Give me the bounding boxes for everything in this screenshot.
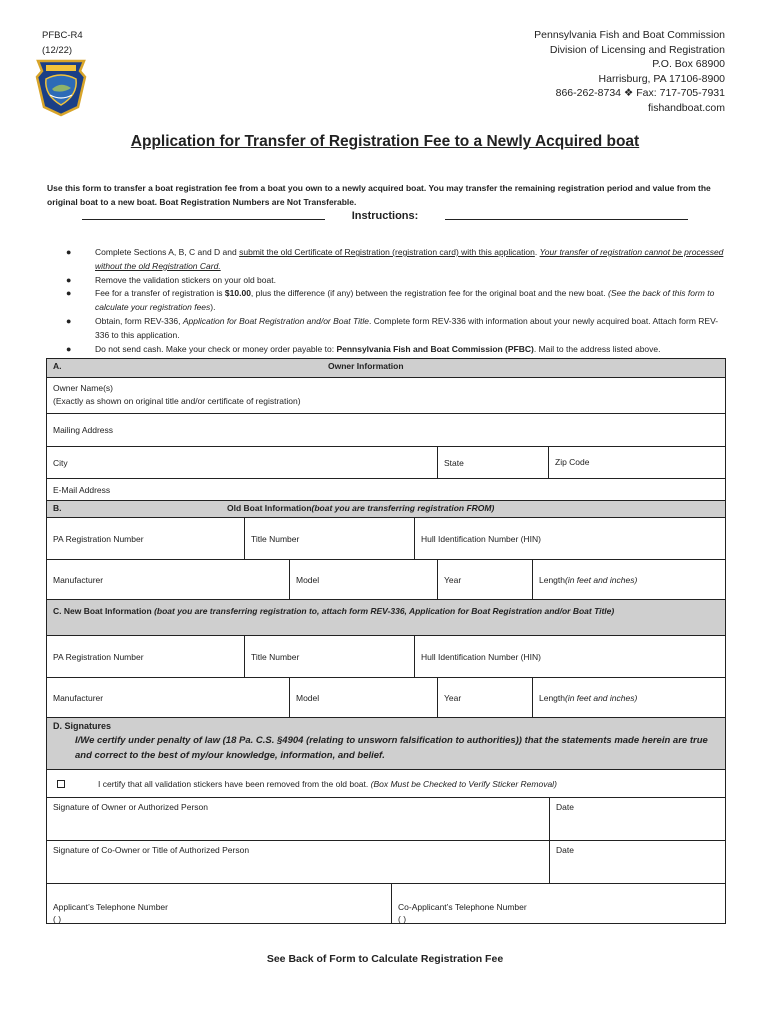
mailing-address-label: Mailing Address	[53, 425, 114, 435]
new-year-label: Year	[444, 692, 462, 703]
owner-name-label: Owner Name(s)	[53, 383, 113, 393]
new-pa-registration-field[interactable]	[47, 636, 245, 677]
agency-po-box: P.O. Box 68900	[652, 58, 725, 70]
new-length-field[interactable]	[533, 678, 725, 717]
coowner-date-label: Date	[556, 845, 574, 855]
pfbc-keystone-logo	[34, 59, 88, 117]
coapplicant-phone-field[interactable]	[392, 884, 725, 923]
new-length-label: Length	[539, 692, 565, 703]
owner-name-note: (Exactly as shown on original title and/or certificate of registration)	[53, 396, 301, 406]
sticker-removal-checkbox[interactable]	[57, 780, 65, 788]
old-hin-label: Hull Identification Number (HIN)	[421, 533, 541, 544]
coapplicant-phone-area-code: ( )	[398, 914, 407, 924]
list-item: ● Complete Sections A, B, C and D and submit the old Certificate of Registration (registration card) with this application. Your transfer of registration cannot be processed without the old Registration Card.	[66, 246, 726, 274]
sticker-certification-row	[46, 770, 726, 798]
new-boat-row-1	[46, 636, 726, 678]
section-b-subtitle: (boat you are transferring registration FROM)	[311, 503, 495, 513]
old-year-label: Year	[444, 574, 462, 585]
section-d-header	[46, 718, 726, 770]
section-c-title: C. New Boat Information	[53, 606, 155, 616]
divider-right	[445, 219, 688, 220]
old-length-label: Length	[539, 574, 565, 585]
agency-website: fishandboat.com	[647, 101, 725, 114]
new-hin-label: Hull Identification Number (HIN)	[421, 651, 541, 662]
instructions-heading	[0, 210, 770, 224]
instructions-list	[66, 246, 726, 356]
certification-statement: I/We certify under penalty of law (18 Pa. C.S. §4904 (relating to unsworn falsification to authorities)) that the statements made herein are true and correct to the best of my/our knowledge, information, and belief.	[75, 735, 708, 761]
section-c-subtitle: (boat you are transferring registration to, attach form REV-336, Application for Boat Registration and/or Boat Title)	[154, 606, 615, 616]
section-a-title: Owner Information	[328, 361, 404, 371]
old-title-number-field[interactable]	[245, 518, 415, 559]
old-pa-registration-field[interactable]	[47, 518, 245, 559]
new-title-number-field[interactable]	[245, 636, 415, 677]
section-a-header	[46, 358, 726, 378]
zip-field[interactable]	[549, 447, 725, 478]
old-year-field[interactable]	[438, 560, 533, 599]
zip-label: Zip Code	[555, 457, 590, 467]
old-hin-field[interactable]	[415, 518, 725, 559]
owner-signature-row	[46, 798, 726, 841]
mailing-address-field[interactable]	[46, 414, 726, 447]
new-hin-field[interactable]	[415, 636, 725, 677]
coowner-signature-date-field[interactable]	[550, 841, 725, 883]
form-title: Application for Transfer of Registration Fee to a Newly Acquired boat	[130, 133, 640, 150]
agency-division: Division of Licensing and Registration	[549, 43, 725, 56]
old-title-number-label: Title Number	[251, 533, 300, 544]
new-model-field[interactable]	[290, 678, 438, 717]
instructions-label: Instructions:	[351, 210, 419, 222]
sticker-certification-note: (Box Must be Checked to Verify Sticker Removal)	[370, 778, 557, 789]
old-boat-row-2	[46, 560, 726, 600]
form-date: (12/22)	[42, 45, 73, 56]
email-label: E-Mail Address	[53, 485, 111, 495]
old-length-note: (in feet and inches)	[565, 574, 638, 585]
owner-signature-field[interactable]	[47, 798, 550, 840]
new-pa-registration-label: PA Registration Number	[53, 651, 144, 662]
new-model-label: Model	[296, 692, 320, 703]
agency-city: Harrisburg, PA 17106-8900	[598, 72, 725, 85]
new-boat-row-2	[46, 678, 726, 718]
city-state-zip-row	[46, 447, 726, 479]
list-item: ● Fee for a transfer of registration is $10.00, plus the difference (if any) between the registration fee for the original boat and the new boat. (See the back of this form to calculate your registration fees).	[66, 287, 726, 315]
list-item: ● Obtain, form REV-336, Application for Boat Registration and/or Boat Title. Complete form REV-336 with information about your newly acquired boat. Attach form REV-336 to this application.	[66, 315, 726, 343]
email-field[interactable]	[46, 479, 726, 501]
old-manufacturer-label: Manufacturer	[53, 574, 104, 585]
old-length-field[interactable]	[533, 560, 725, 599]
state-label: State	[444, 457, 464, 468]
old-pa-registration-label: PA Registration Number	[53, 533, 144, 544]
coowner-signature-label: Signature of Co-Owner or Title of Authorized Person	[53, 845, 250, 855]
telephone-row	[46, 884, 726, 924]
old-boat-row-1	[46, 518, 726, 560]
section-c-header	[46, 600, 726, 636]
agency-address	[534, 28, 725, 115]
list-item: ● Remove the validation stickers on your old boat.	[66, 274, 726, 288]
state-field[interactable]	[438, 447, 549, 478]
list-item: ● Do not send cash. Make your check or money order payable to: Pennsylvania Fish and Boat Commission (PFBC). Mail to the address listed above.	[66, 343, 726, 357]
coapplicant-phone-label: Co-Applicant’s Telephone Number	[398, 902, 527, 912]
old-manufacturer-field[interactable]	[47, 560, 290, 599]
coowner-signature-field[interactable]	[47, 841, 550, 883]
form-code-block	[42, 28, 83, 58]
owner-signature-label: Signature of Owner or Authorized Person	[53, 802, 208, 812]
city-field[interactable]	[47, 447, 438, 478]
footer-note: See Back of Form to Calculate Registration Fee	[266, 953, 504, 965]
old-model-field[interactable]	[290, 560, 438, 599]
new-manufacturer-field[interactable]	[47, 678, 290, 717]
new-year-field[interactable]	[438, 678, 533, 717]
owner-name-field[interactable]	[46, 378, 726, 414]
section-d-title: D. Signatures	[53, 721, 112, 731]
section-b-header	[46, 501, 726, 518]
sticker-certification-text: I certify that all validation stickers have been removed from the old boat.	[98, 778, 371, 789]
agency-phone: 866-262-8734 ❖ Fax: 717-705-7931	[555, 87, 725, 99]
applicant-phone-field[interactable]	[47, 884, 392, 923]
new-length-note: (in feet and inches)	[565, 692, 638, 703]
application-form	[46, 358, 726, 924]
section-a-letter: A.	[53, 361, 62, 371]
new-title-number-label: Title Number	[251, 651, 300, 662]
section-b-letter: B.	[53, 503, 62, 513]
agency-name: Pennsylvania Fish and Boat Commission	[534, 29, 725, 41]
intro-text: Use this form to transfer a boat registration fee from a boat you own to a newly acquired boat. You may transfer the remaining registration period and value from the original boat to a new boat. Boat Registration Numbers are Not Transferable.	[47, 183, 711, 207]
applicant-phone-label: Applicant’s Telephone Number	[53, 902, 168, 912]
owner-date-label: Date	[556, 802, 574, 812]
section-b-title: Old Boat Information	[227, 503, 312, 513]
coowner-signature-row	[46, 841, 726, 884]
owner-signature-date-field[interactable]	[550, 798, 725, 840]
old-model-label: Model	[296, 574, 320, 585]
new-manufacturer-label: Manufacturer	[53, 692, 104, 703]
form-code: PFBC-R4	[42, 30, 83, 41]
city-label: City	[53, 457, 68, 468]
applicant-phone-area-code: ( )	[53, 914, 62, 924]
